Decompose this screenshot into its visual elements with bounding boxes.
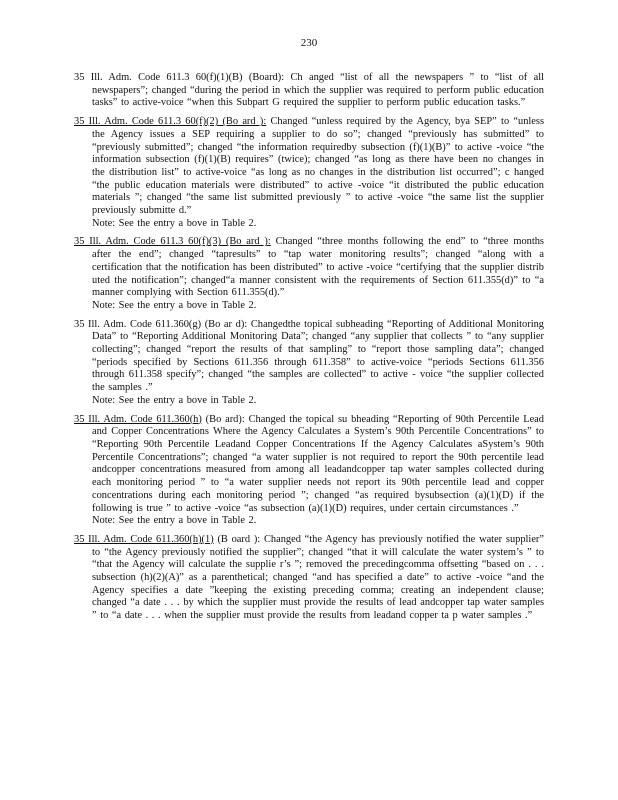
page-number: 230 (300, 37, 318, 49)
citation: 35 Ill. Adm. Code 611.3 60(f)(2) (Bo ard ): (74, 116, 267, 128)
entry-611-360-f-1-b (74, 72, 544, 110)
entry-body: (Bo ar d): Changedthe topical subheading “Reporting of Additional Monitoring Data” to “Reporting Additional Monitoring Data”; changed “any supplier that collects ” to “any supplier collecting”; changed “report the results of that sampling” to “report those sampling data”; changed “periods specified by Sections 611.356 through 611.358” to active-voice “periods Sections 611.356 through 611.358 specify”; changed “the samples are collected” to active - voice “the supplier collected the samples .” (92, 318, 544, 394)
entry-body: (Board): Ch anged “list of all the newspapers ” to “list of all newspapers”; changed “during the period in which the supplier was required to perform public education tasks” to active-voice “when this Subpart G required the supplier to perform public education tasks.” (92, 72, 544, 109)
entry-note: Note: See the entry a bove in Table 2. (92, 217, 257, 229)
entry-611-360-h (74, 414, 544, 528)
entry-611-360-f-3 (74, 236, 544, 312)
entry-note: Note: See the entry a bove in Table 2. (92, 394, 257, 406)
entry-body: (B oard ): Changed “the Agency has previously notified the water supplier” to “the Agency previously notified the supplier”; changed “that it will calculate the water system’s ” to “that the Agency will calculate the supplie r’s ”; removed the precedingcomma offsetting “based on . . . subsection (h)(2)(A)” as a parenthetical; changed “and has specified a date” to active -voice “and the Agency specifies a date ”keeping the existing preceding comma; creating an independent clause; changed “a date . . . by which the supplier must provide the results of lead andcopper tap water samples ” to “a date . . . when the supplier must provide the results from leadand copper ta p water samples .” (92, 533, 545, 622)
entry-note: Note: See the entry a bove in Table 2. (92, 515, 257, 527)
citation: 35 Ill. Adm. Code 611.3 60(f)(3) (Bo ard ): (74, 236, 271, 248)
entry-body: (Bo ard): Changed the topical su bheading “Reporting of 90th Percentile Lead and Copper Concentrations Where the Agency Calculates a System’s 90th Percentile Concentrations” to “Reporting 90th Percentile Leadand Copper Concentrations If the Agency Calculates aSystem’s 90th Percentile Concentrations”; changed “a water supplier is not required to report the 90th percentile lead andcopper concentrations measured from among all leadandcopper tap water samples collected during each monitoring period ” to “a water supplier needs not report its 90th percentile lead and copper concentrations during each monitoring period ”; changed “as required bysubsection (a)(1)(D) if the following is true ” to active -voice “as subsection (a)(1)(D) requires, under certain circumstances .” (92, 413, 544, 514)
citation: 35 Ill. Adm. Code 611.360(h)(1) (74, 533, 214, 545)
citation: 35 Ill. Adm. Code 611.360(h) (74, 413, 202, 425)
entry-611-360-g (74, 319, 544, 408)
entry-body: Changed “unless required by the Agency, bya SEP” to “unless the Agency issues a SEP requiring a supplier to do so”; changed “previously has submitted” to “previously submitted”; changed “the information requiredby subsection (f)(1)(B)” to active -voice “the information subsection (f)(1)(B) requires” (twice); changed “as long as there have been no changes in the distribution list” to active-voice “as long as no changes in the distribution list occurred”; c hanged “the public education materials were distributed” to active -voice “it distributed the public education materials ”; changed “the same list submitted previously ” to active -voice “the same list the supplier previously submitte d.” (92, 116, 544, 217)
entry-note: Note: See the entry a bove in Table 2. (92, 299, 257, 311)
entry-611-360-f-2 (74, 116, 544, 230)
citation: 35 Ill. Adm. Code 611.360(g) (74, 318, 202, 330)
citation: 35 Ill. Adm. Code 611.3 60(f)(1)(B) (74, 72, 243, 83)
entry-body: Changed “three months following the end” to “three months after the end”; changed “tapresults” to “tap water monitoring results”; changed “along with a certification that the notification has been distributed” to active -voice “certifying that the supplier distrib uted the notification”; changed“a manner consistent with the requirements of Section 611.355(d)” to “a manner complying with Section 611.355(d).” (92, 236, 544, 299)
entry-611-360-h-1 (74, 534, 544, 623)
amendment-entries (74, 72, 544, 629)
